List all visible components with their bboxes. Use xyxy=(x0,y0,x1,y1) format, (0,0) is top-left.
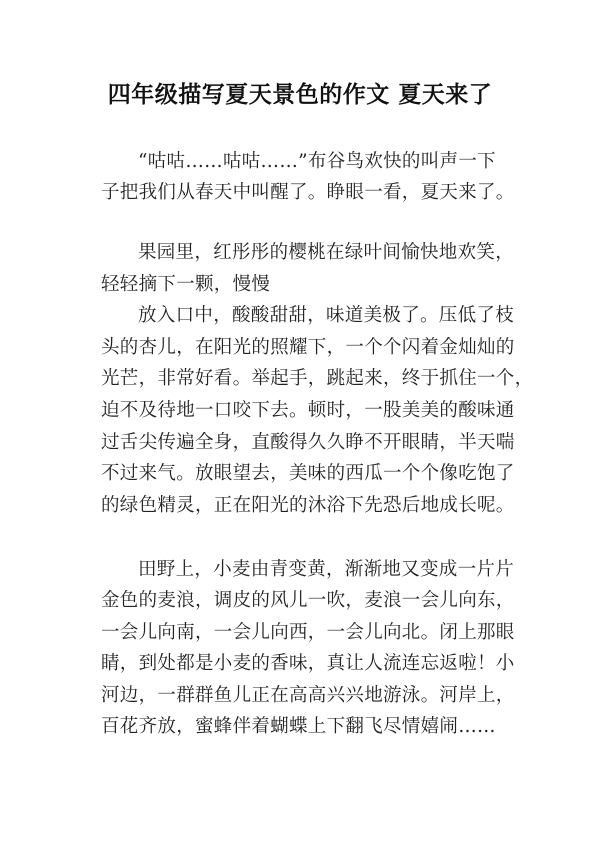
article-title: 四年级描写夏天景色的作文 夏天来了 xyxy=(107,82,493,108)
text-line: 光芒，非常好看。举起手，跳起来，终于抓住一个， xyxy=(101,368,534,389)
text-line: 田野上，小麦由青变黄，渐渐地又变成一片片 xyxy=(138,559,515,580)
text-line: 的绿色精灵，正在阳光的沐浴下先恐后地成长呢。 xyxy=(101,495,515,516)
text-line: 一会儿向南，一会儿向西，一会儿向北。闭上那眼 xyxy=(101,622,515,643)
text-line: 轻轻摘下一颗，慢慢 xyxy=(101,274,271,295)
text-line: 放入口中，酸酸甜甜，味道美极了。压低了枝 xyxy=(138,305,515,326)
text-line: 迫不及待地一口咬下去。顿时，一股美美的酸味通 xyxy=(101,400,515,421)
text-line: 河边，一群群鱼儿正在高高兴兴地游泳。河岸上， xyxy=(101,685,515,706)
text-line: 过舌尖传遍全身，直酸得久久睁不开眼睛，半天喘 xyxy=(101,432,515,453)
text-line: 头的杏儿，在阳光的照耀下，一个个闪着金灿灿的 xyxy=(101,337,515,358)
text-line: 子把我们从春天中叫醒了。睁眼一看，夏天来了。 xyxy=(101,182,515,203)
text-line: 不过来气。放眼望去，美味的西瓜一个个像吃饱了 xyxy=(101,463,515,484)
text-line: 果园里，红彤彤的樱桃在绿叶间愉快地欢笑， xyxy=(138,242,515,263)
text-line: 金色的麦浪，调皮的风儿一吹，麦浪一会儿向东， xyxy=(101,590,515,611)
text-line: “咕咕……咕咕……”布谷鸟欢快的叫声一下 xyxy=(138,151,496,172)
text-line: 睛，到处都是小麦的香味，真让人流连忘返啦！小 xyxy=(101,653,515,674)
text-line: 百花齐放，蜜蜂伴着蝴蝶上下翻飞尽情嬉闹…… xyxy=(101,716,496,737)
